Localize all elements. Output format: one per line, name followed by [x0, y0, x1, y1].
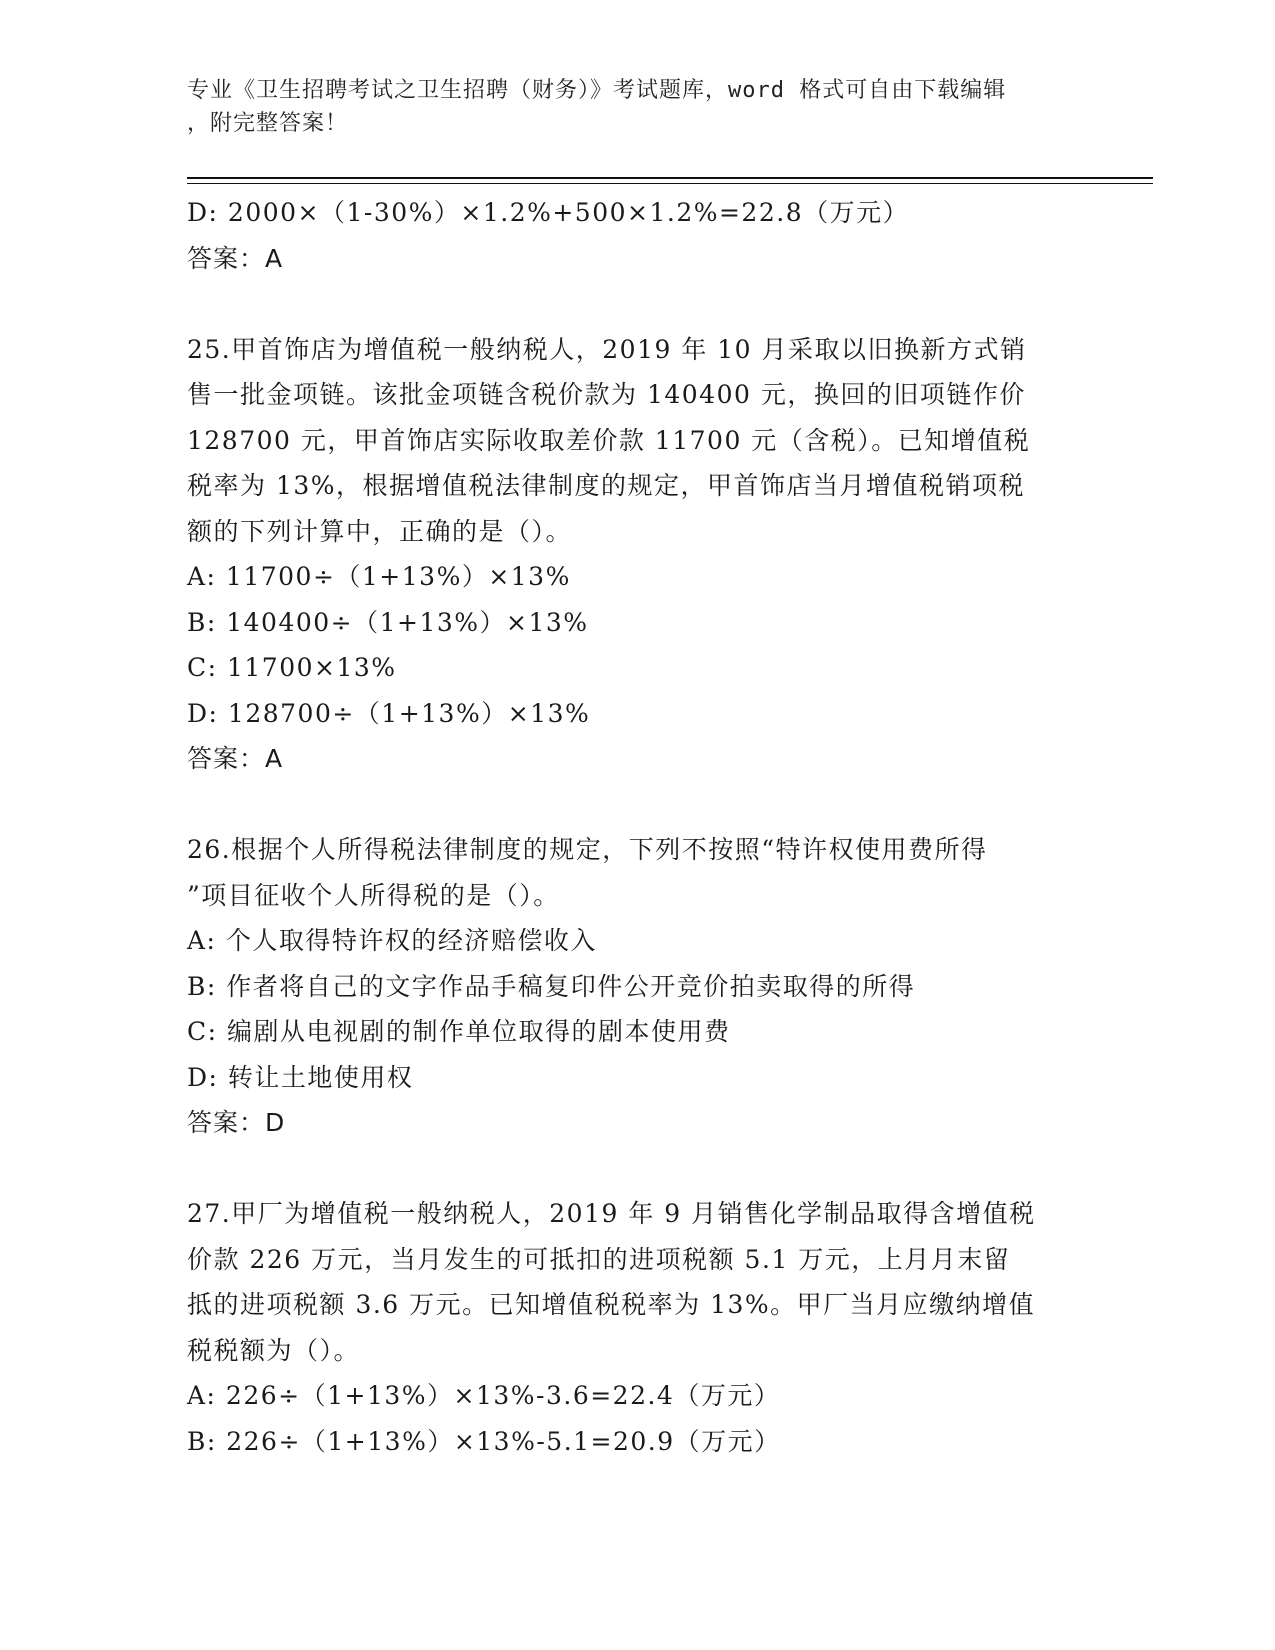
option-a: A: 226÷（1+13%）×13%-3.6=22.4（万元）	[187, 1381, 781, 1410]
document-header	[187, 74, 1067, 140]
header-divider-thin	[187, 183, 1153, 184]
question-26	[187, 827, 1087, 1146]
option-b: B: 226÷（1+13%）×13%-5.1=20.9（万元）	[187, 1426, 781, 1456]
question-stem-line: 售一批金项链。该批金项链含税价款为 140400 元，换回的旧项链作价	[187, 380, 1026, 409]
option-a: A: 11700÷（1+13%）×13%	[187, 562, 571, 591]
spacer	[187, 281, 1087, 327]
answer-line: 答案：A	[187, 744, 284, 773]
header-line-1: 专业《卫生招聘考试之卫生招聘（财务）》考试题库，word 格式可自由下载编辑	[187, 78, 1007, 103]
question-stem-line: ”项目征收个人所得税的是（）。	[187, 880, 560, 910]
question-stem-line: 税税额为（）。	[187, 1335, 361, 1365]
question-25	[187, 327, 1087, 782]
question-stem-line: 26.根据个人所得税法律制度的规定，下列不按照“特许权使用费所得	[187, 835, 988, 864]
answer-line: 答案：D	[187, 1108, 286, 1137]
option-d: D: 2000×（1-30%）×1.2%+500×1.2%=22.8（万元）	[187, 198, 910, 227]
spacer	[187, 1146, 1087, 1192]
previous-question-tail	[187, 190, 1087, 281]
question-list	[187, 190, 1087, 1464]
question-stem-line: 27.甲厂为增值税一般纳税人，2019 年 9 月销售化学制品取得含增值税	[187, 1199, 1036, 1228]
option-d: D: 转让土地使用权	[187, 1062, 414, 1092]
answer-line: 答案：A	[187, 243, 284, 273]
header-line-2: ，附完整答案！	[187, 111, 349, 136]
option-b: B: 作者将自己的文字作品手稿复印件公开竞价拍卖取得的所得	[187, 971, 916, 1001]
question-stem-line: 额的下列计算中，正确的是（）。	[187, 516, 573, 546]
question-27	[187, 1191, 1087, 1464]
question-stem-line: 25.甲首饰店为增值税一般纳税人，2019 年 10 月采取以旧换新方式销	[187, 334, 1027, 364]
question-stem-line: 税率为 13%，根据增值税法律制度的规定，甲首饰店当月增值税销项税	[187, 471, 1026, 500]
spacer	[187, 782, 1087, 828]
option-c: C: 编剧从电视剧的制作单位取得的剧本使用费	[187, 1017, 731, 1046]
option-a: A: 个人取得特许权的经济赔偿收入	[187, 926, 597, 955]
question-stem-line: 128700 元，甲首饰店实际收取差价款 11700 元（含税）。已知增值税	[187, 425, 1031, 455]
header-divider-thick	[187, 177, 1153, 179]
question-stem-line: 价款 226 万元，当月发生的可抵扣的进项税额 5.1 万元，上月月末留	[187, 1244, 1011, 1274]
option-b: B: 140400÷（1+13%）×13%	[187, 607, 589, 637]
option-d: D: 128700÷（1+13%）×13%	[187, 698, 591, 728]
option-c: C: 11700×13%	[187, 653, 397, 682]
question-stem-line: 抵的进项税额 3.6 万元。已知增值税税率为 13%。甲厂当月应缴纳增值	[187, 1290, 1036, 1319]
